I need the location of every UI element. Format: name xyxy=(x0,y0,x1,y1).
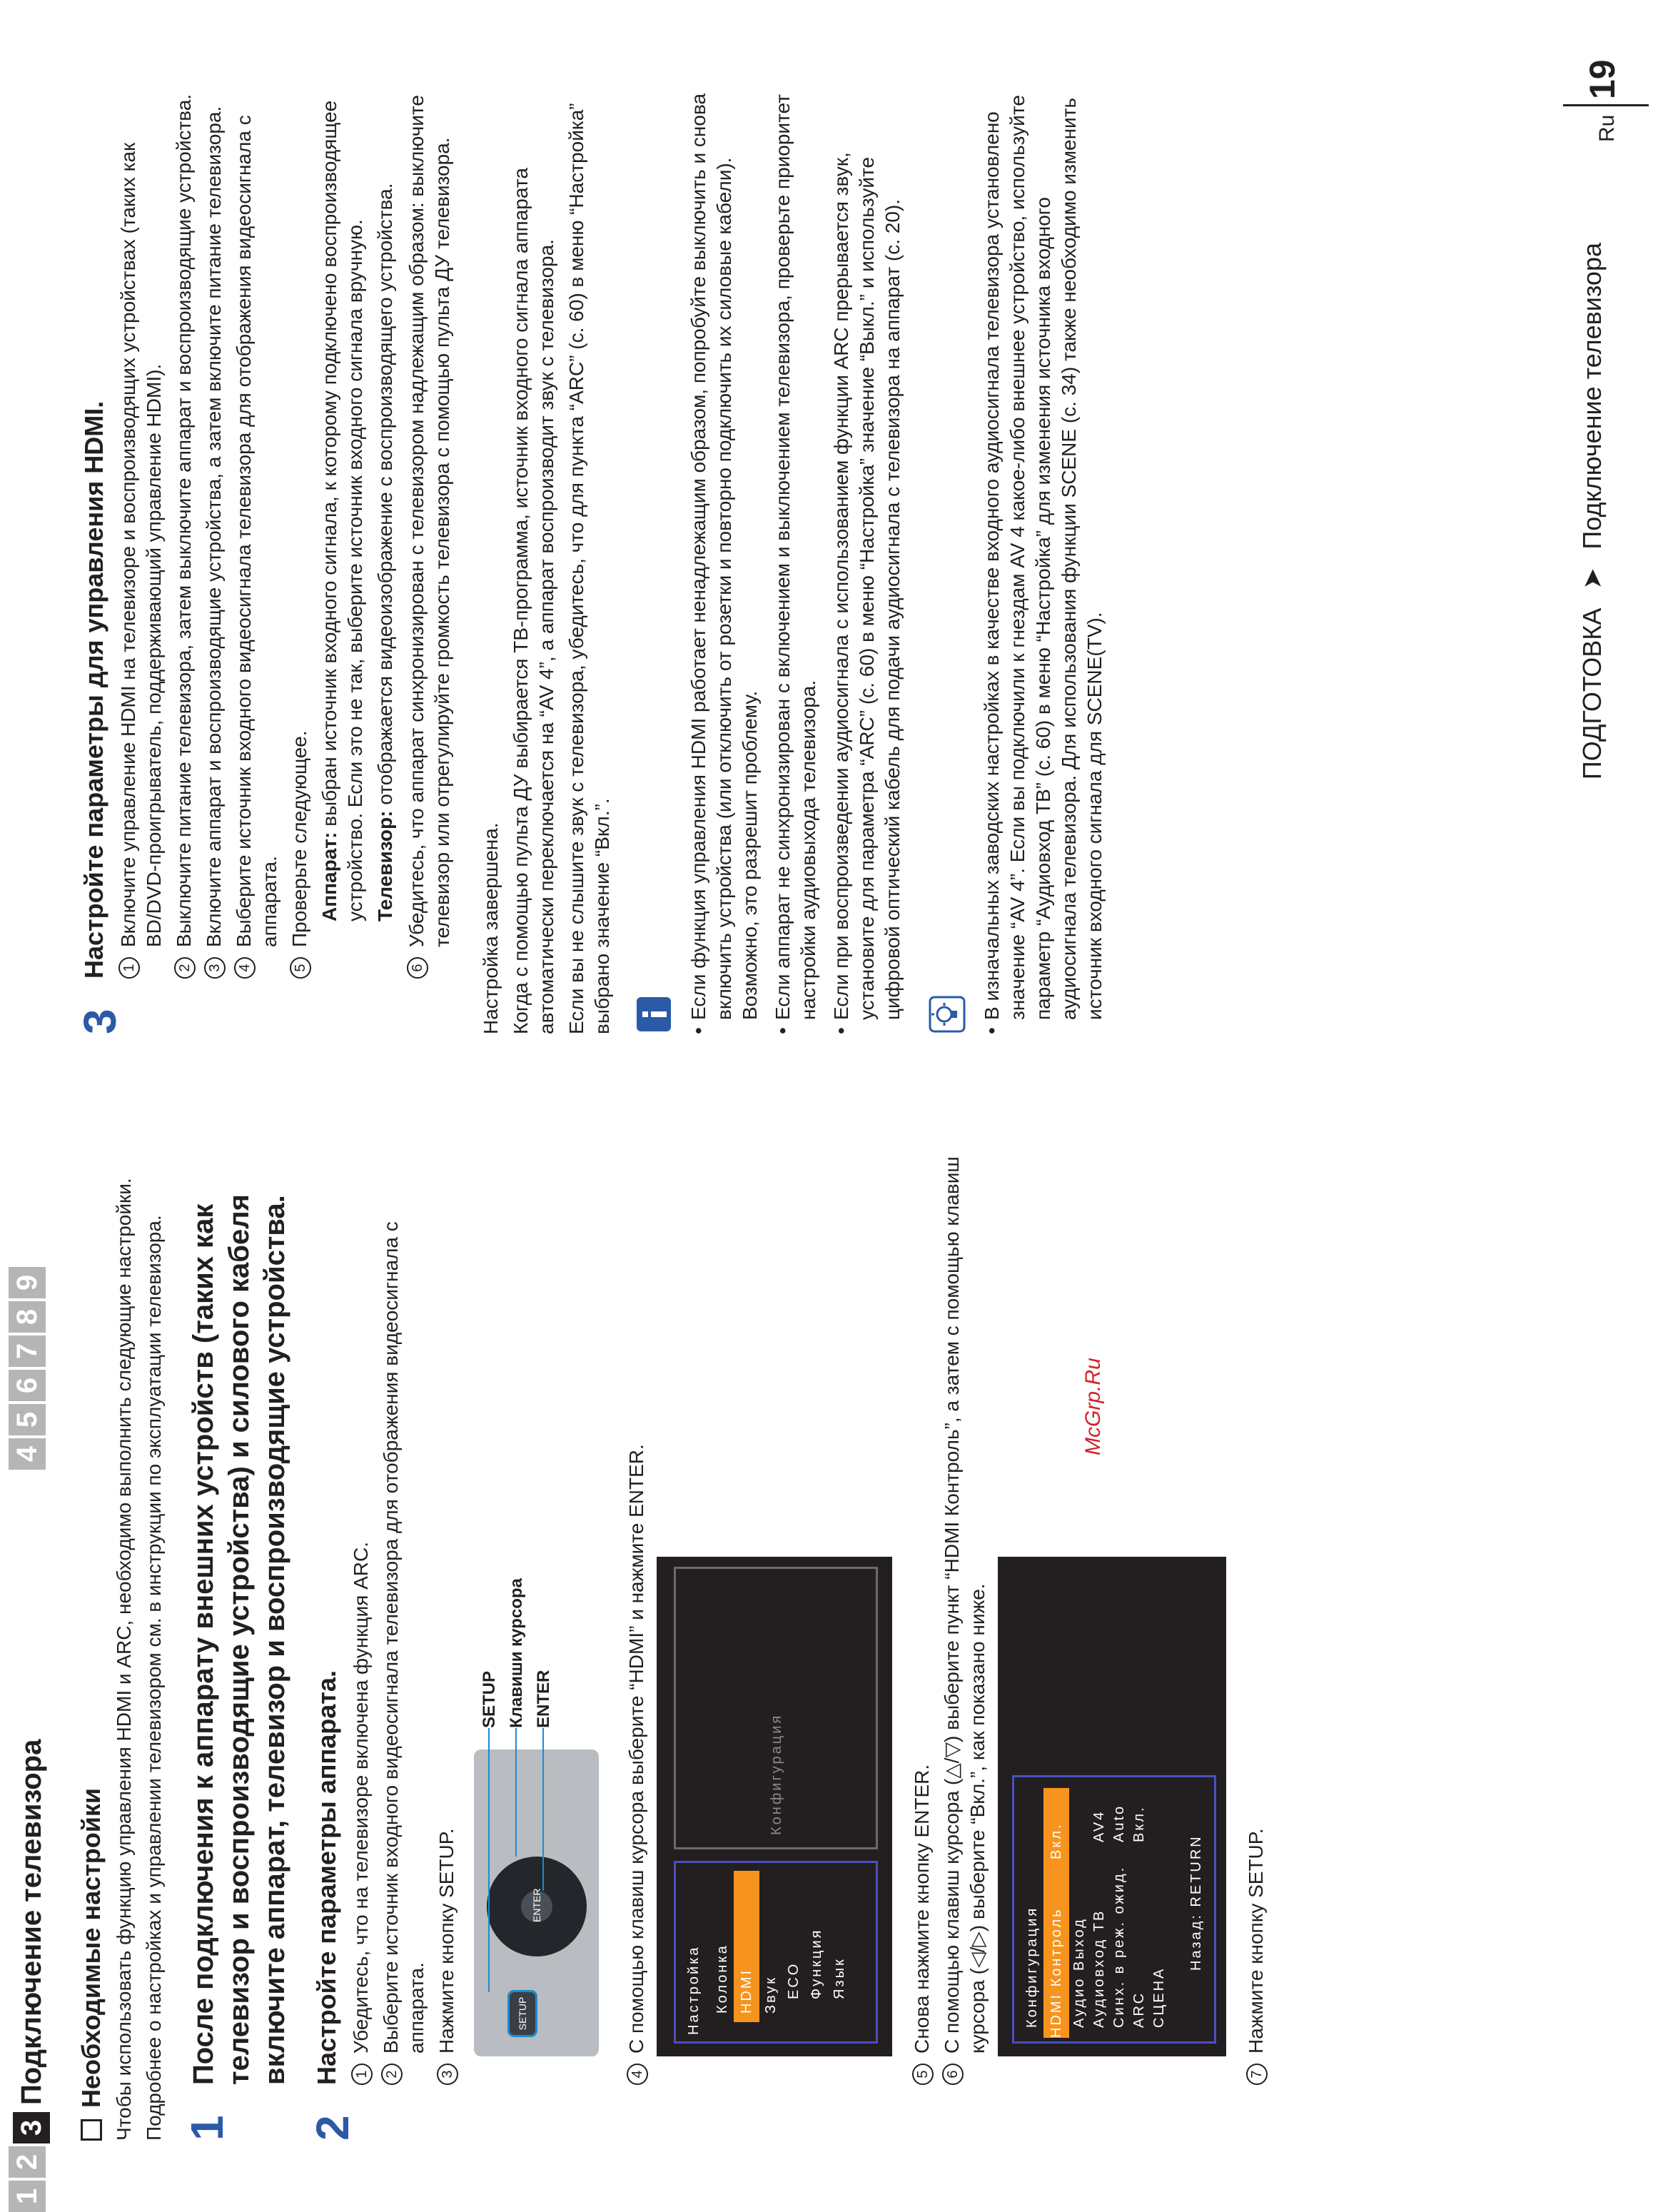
menu-item[interactable]: Язык xyxy=(831,1957,847,1999)
item-number: 2 xyxy=(174,957,196,979)
section-title: 3Подключение телевизора xyxy=(13,1739,50,2143)
check-tv: Телевизор: отображается видеоизображение с воспроизводящего устройства. xyxy=(374,183,396,921)
item-text: С помощью клавиш курсора (△/▽) выберите пункт “HDMI Контроль”, а затем с помощью клавиш курсора (◁/▷) выберите “Вкл.”, как показано ниже. xyxy=(941,1156,989,2054)
step-number: 2 xyxy=(307,2115,358,2141)
list-item: • Если функция управления HDMI работает ненадлежащим образом, попробуйте выключить и снова включить устройства (или отключить от розетки и повторно подключить их силовые кабели). Возможно, это разрешит проблему. xyxy=(686,78,763,1034)
list-item xyxy=(231,78,283,979)
step-2-list-cont2 xyxy=(909,1127,991,2085)
list-item xyxy=(287,78,313,979)
list-item xyxy=(116,78,167,979)
tip-list xyxy=(979,78,1108,1034)
item-text: Выберите источник входного видеосигнала телевизора для отображения видеосигнала с аппарата. xyxy=(380,1221,428,2054)
menu-title: Конфигурация xyxy=(1024,1906,1040,2028)
menu-title: Настройка xyxy=(686,1945,702,2035)
intro-text: Чтобы использовать функцию управления HDMI и ARC, необходимо выполнить следующие настройки. xyxy=(113,1178,135,2141)
watermark: McGrp.Ru xyxy=(1081,1358,1105,1455)
item-number: 1 xyxy=(351,2064,373,2085)
note-icon xyxy=(634,994,674,1034)
enter-key[interactable]: ENTER xyxy=(521,1891,552,1922)
menu-item[interactable]: ECO xyxy=(786,1961,802,1999)
item-text: Выберите источник входного видеосигнала телевизора для отображения видеосигнала с аппарата. xyxy=(233,115,280,947)
right-column xyxy=(74,78,1115,1034)
list-item xyxy=(1243,1127,1269,2085)
notes-list xyxy=(686,78,906,1034)
footer-breadcrumb xyxy=(1577,243,1607,779)
step-tab-4[interactable]: 4 xyxy=(9,1438,46,1470)
osd-setup-menu xyxy=(657,1557,892,2056)
item-number: 3 xyxy=(437,2064,458,2085)
config-row[interactable]: СЦЕНА xyxy=(1151,1966,1167,2028)
config-row[interactable]: Аудио Выход xyxy=(1071,1917,1087,2028)
config-footer: Назад: RETURN xyxy=(1188,1834,1204,1971)
item-number: 6 xyxy=(407,957,428,979)
remote-control-figure xyxy=(474,1127,602,2056)
step-2-list-cont xyxy=(624,1127,649,2085)
menu-item[interactable]: Колонка xyxy=(714,1944,730,2014)
leader-line xyxy=(542,1728,544,1891)
step-title: После подключения к аппарату внешних устройств (таких как телевизор и воспроизводящие устройства) и силового кабеля включите аппарат, телевизор и воспроизводящие устройства. xyxy=(188,1194,290,2085)
item-text: Проверьте следующее. xyxy=(288,730,310,947)
item-number: 1 xyxy=(118,957,140,979)
cursor-keys-label: Клавиши курсора xyxy=(507,1578,526,1728)
row-value: Вкл. xyxy=(1048,1822,1064,1859)
step-tab-7[interactable]: 7 xyxy=(9,1335,46,1367)
item-text: С помощью клавиш курсора выберите “HDMI” и нажмите ENTER. xyxy=(625,1444,647,2054)
list-item xyxy=(201,78,227,979)
item-text: Включите аппарат и воспроизводящие устройства, а затем включите питание телевизора. xyxy=(203,106,225,947)
config-value: AV4 xyxy=(1091,1809,1107,1842)
arrow-icon: ➤ xyxy=(1577,567,1607,590)
item-number: 4 xyxy=(234,957,256,979)
step-1 xyxy=(181,1127,293,2141)
panel-label: Конфигурация xyxy=(769,1713,784,1835)
item-text: Нажмите кнопку SETUP. xyxy=(1245,1828,1267,2054)
item-number: 2 xyxy=(381,2064,403,2085)
left-column xyxy=(76,1127,1273,2141)
step-tab-5[interactable]: 5 xyxy=(9,1404,46,1435)
check-apparat: Аппарат: выбран источник входного сигнала, к которому подключено воспроизводящее устройство. Если это не так, выберите источник входного сигнала вручную. xyxy=(318,100,366,921)
row-label: HDMI Контроль xyxy=(1048,1907,1064,2038)
menu-item[interactable]: Звук xyxy=(763,1975,779,2014)
list-item xyxy=(939,1127,991,2085)
page-number: 19 xyxy=(1582,59,1622,99)
checkbox-icon xyxy=(81,2119,102,2141)
list-item xyxy=(909,1127,935,2085)
step-tab-8[interactable]: 8 xyxy=(9,1301,46,1333)
item-text: Снова нажмите кнопку ENTER. xyxy=(911,1764,933,2054)
config-value: Вкл. xyxy=(1131,1805,1147,1842)
menu-item[interactable]: Функция xyxy=(809,1928,824,1999)
config-row-selected[interactable] xyxy=(1043,1788,1069,2038)
setup-key[interactable]: SETUP xyxy=(510,1992,535,2035)
config-row[interactable]: Синх. в реж. ожид. xyxy=(1111,1865,1127,2028)
item-number: 5 xyxy=(912,2064,934,2085)
menu-item-selected[interactable]: HDMI xyxy=(734,1871,759,2022)
language-label: Ru xyxy=(1595,114,1619,142)
step-2-list xyxy=(348,1127,460,2085)
breadcrumb-item[interactable]: Подключение телевизора xyxy=(1577,243,1607,550)
done-text-3: Если вы не слышите звук с телевизора, убедитесь, что для пункта “ARC” (с. 60) в меню “Настройка” выбрано значение “Вкл.”. xyxy=(565,103,613,1034)
footer-divider xyxy=(1563,104,1649,106)
list-item: • Если аппарат не синхронизирован с включением и выключением телевизора, проверьте приоритет настройки аудиовыхода телевизора. xyxy=(770,78,822,1034)
step-title: Настройте параметры аппарата. xyxy=(312,1670,341,2085)
osd-config-menu xyxy=(998,1557,1226,2056)
required-settings-heading: Необходимые настройки xyxy=(79,1127,104,2141)
step-tab-2[interactable]: 2 xyxy=(9,2146,46,2178)
list-item: • Если при воспроизведении аудиосигнала с использованием функции ARC прерывается звук, установите для параметра “ARC” (с. 60) в меню “Настройка” значение “Выкл.” и используйте цифровой оптический кабель для подачи аудиосигнала с телевизора на аппарат (с. 20). xyxy=(829,78,906,1034)
item-text: Убедитесь, что аппарат синхронизирован с телевизором надлежащим образом: выключите телевизор или отрегулируйте громкость телевизора с помощью пульта ДУ телевизора. xyxy=(405,94,453,947)
leader-line xyxy=(488,1728,490,1992)
item-text: Убедитесь, что на телевизоре включена функция ARC. xyxy=(350,1541,372,2054)
done-text: Настройка завершена. xyxy=(480,822,502,1034)
list-item: • В изначальных заводских настройках в качестве входного аудиосигнала телевизора установлено значение “AV 4”. Если вы подключили к гнездам AV 4 какое-либо внешнее устройство, используйте параметр “Аудиовход ТВ” (с. 60) в меню “Настройка” для изменения источника входного аудиосигнала телевизора. Для использования функции SCENE (с. 34) также необходимо изменить источник входного сигнала для SCENE(TV). xyxy=(979,78,1108,1034)
config-row[interactable]: ARC xyxy=(1131,1991,1147,2028)
step-number: 1 xyxy=(181,2115,233,2141)
enter-label: ENTER xyxy=(534,1670,553,1728)
item-text: Выключите питание телевизора, затем выключите аппарат и воспроизводящие устройства. xyxy=(173,94,195,947)
step-tab-3[interactable]: 3 xyxy=(13,2112,50,2143)
step-number: 3 xyxy=(74,1009,126,1034)
step-2-list-cont3 xyxy=(1243,1127,1269,2085)
item-text: Включите управление HDMI на телевизоре и воспроизводящих устройствах (таких как BD/DVD-проигрыватель, поддерживающий управление HDMI). xyxy=(117,142,165,947)
leader-line xyxy=(515,1728,517,1857)
list-item xyxy=(404,78,455,979)
list-item xyxy=(378,1127,430,2085)
chapter-header xyxy=(0,0,50,2212)
intro-text-2: Подробнее о настройках и управлении телевизором см. в инструкции по эксплуатации телевизора. xyxy=(143,1215,165,2141)
step-title: Настройте параметры для управления HDMI. xyxy=(79,400,108,979)
step-tab-6[interactable]: 6 xyxy=(9,1370,46,1401)
item-number: 6 xyxy=(942,2064,964,2085)
list-item xyxy=(348,1127,374,2085)
config-value: Auto xyxy=(1111,1804,1127,1842)
breadcrumb-item[interactable]: ПОДГОТОВКА xyxy=(1577,607,1607,780)
step-3-list xyxy=(116,78,313,979)
step-tab-1[interactable]: 1 xyxy=(9,2181,46,2212)
step-tab-9[interactable]: 9 xyxy=(9,1267,46,1298)
list-item xyxy=(171,78,197,979)
item-number: 3 xyxy=(204,957,226,979)
list-item xyxy=(434,1127,460,2085)
config-row[interactable]: Аудиовход ТВ xyxy=(1091,1909,1107,2028)
lightbulb-tip-icon xyxy=(927,994,967,1034)
item-number: 7 xyxy=(1246,2064,1268,2085)
step-3-list-cont xyxy=(404,78,455,979)
item-number: 4 xyxy=(627,2064,648,2085)
list-item xyxy=(624,1127,649,2085)
setup-label: SETUP xyxy=(480,1670,499,1728)
item-text: Нажмите кнопку SETUP. xyxy=(435,1828,458,2054)
done-text-2: Когда с помощью пульта ДУ выбирается ТВ-программа, источник входного сигнала аппарата автоматически переключается на “AV 4”, а аппарат воспроизводит звук с телевизора. xyxy=(510,168,557,1034)
step-3 xyxy=(74,78,460,1034)
step-2 xyxy=(307,1127,1273,2141)
item-number: 5 xyxy=(290,957,311,979)
